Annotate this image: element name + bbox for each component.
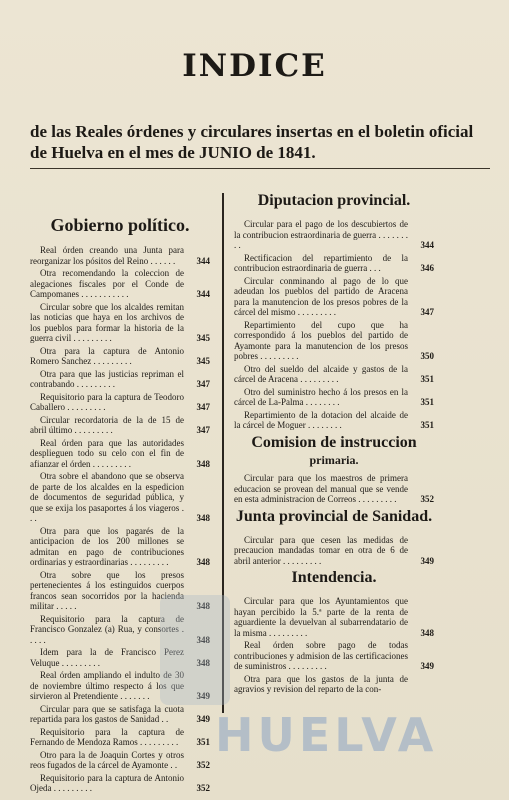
entry-text: Otra para la captura de Antonio Romero Sanchez . . . . . . . . . <box>30 345 184 366</box>
entry-text: Otro del suministro hecho á los presos en la cárcel de La-Palma . . . . . . . . <box>234 386 408 407</box>
header-rule <box>30 168 490 169</box>
index-entry <box>30 704 210 725</box>
left-entry-list <box>30 245 210 794</box>
index-entry <box>30 245 210 266</box>
index-entry <box>30 415 210 436</box>
entry-text: Circular conminando al pago de lo que adeudan los pueblos del partido de Aracena para la manutencion de los presos pobres de la cárcel del mismo . . . . . . . . . <box>234 275 408 317</box>
entry-text: Otro para la de Joaquin Cortes y otros reos fugados de la cárcel de Ayamonte . . <box>30 749 184 770</box>
section-heading: Junta provincial de Sanidad. <box>235 507 433 525</box>
entry-text: Otra recomendando la coleccion de alegaciones fiscales por el Conde de Campomanes . . . . . . . . . . . <box>30 268 184 299</box>
entry-text: Otra sobre que los presos pertenecientes á los estinguidos cuerpos francos sean socorridos por la hacienda militar . . . . . <box>30 569 184 611</box>
index-entry <box>234 596 434 638</box>
entry-page-number: 352 <box>196 783 210 793</box>
entry-text: Otra sobre el abandono que se observa de parte de los alcaldes en la espedicion de documentos de seguridad pública, y que se exija los pasaportes á los viageros . . . <box>30 471 184 523</box>
index-entry <box>234 276 434 318</box>
index-entry <box>234 640 434 672</box>
entry-page-number: 348 <box>196 458 210 469</box>
entry-page-number: 346 <box>420 263 434 273</box>
entry-text: Requisitorio para la captura de Teodoro Caballero . . . . . . . . . <box>30 391 184 412</box>
watermark-text: HUELVA <box>215 708 438 762</box>
entry-text: Circular para que los Ayuntamientos que hayan percibido la 5.ª parte de la renta de aguardiente la devuelvan al subarrendatario de la misma . . . . . . . . . <box>234 596 408 638</box>
entry-page-number: 351 <box>420 374 434 384</box>
index-entry <box>234 253 434 274</box>
entry-text: Otra para que los gastos de la junta de agravios y revision del reparto de la con- <box>234 673 408 694</box>
index-entry <box>30 471 210 524</box>
entry-page-number: 349 <box>420 661 434 671</box>
entry-text: Real órden para que las autoridades desplieguen todo su celo con el fin de afianzar el órden . . . . . . . . . <box>30 437 184 469</box>
index-entry <box>234 219 434 251</box>
entry-text: Otro del sueldo del alcaide y gastos de la cárcel de Aracena . . . . . . . . . <box>234 363 408 384</box>
entry-page-number: 349 <box>196 714 210 724</box>
entry-page-number: 351 <box>420 420 434 430</box>
entry-page-number: 344 <box>196 289 210 299</box>
entry-page-number: 348 <box>196 601 210 611</box>
right-section-list <box>234 191 434 695</box>
entry-text: Real órden sobre pago de todas contribuciones y admision de las certificaciones de suministros . . . . . . . . . <box>234 640 408 671</box>
entry-text: Rectificacion del repartimiento de la contribucion estraordinaria de guerra . . . <box>234 252 408 273</box>
entry-text: Requisitorio para la captura de Antonio Ojeda . . . . . . . . . <box>30 772 184 793</box>
entry-page-number: 344 <box>196 255 210 266</box>
entry-page-number: 348 <box>420 627 434 638</box>
entry-page-number: 345 <box>196 333 210 343</box>
entry-page-number: 345 <box>196 356 210 366</box>
index-entry <box>30 346 210 367</box>
index-entry <box>30 727 210 748</box>
entry-page-number: 348 <box>196 513 210 523</box>
index-entry <box>30 773 210 794</box>
entry-text: Circular para que cesen las medidas de precaucion mandadas tomar en otra de 6 de abril anterior . . . . . . . . . <box>234 534 408 566</box>
entry-page-number: 347 <box>196 425 210 435</box>
index-entry <box>234 387 434 408</box>
left-column <box>30 214 210 796</box>
entry-text: Real órden creando una Junta para reorganizar los pósitos del Reino . . . . . . <box>30 245 184 266</box>
page-subtitle: de las Reales órdenes y circulares insertas en el boletin oficial de Huelva en el mes de JUNIO de 1841. <box>30 122 474 162</box>
section-heading: Gobierno político. <box>50 215 190 235</box>
index-entry <box>234 674 434 695</box>
entry-text: Requisitorio para la captura de Fernando de Mendoza Ramos . . . . . . . . . <box>30 726 184 747</box>
entry-text: Repartimiento del cupo que ha correspondido á los pueblos del partido de Ayamonte para la manutencion de los presos pobres . . . . . . . . . <box>234 319 408 361</box>
entry-page-number: 349 <box>196 691 210 701</box>
entry-text: Circular recordatoria de la de 15 de abril último . . . . . . . . . <box>30 414 184 435</box>
entry-text: Repartimiento de la dotacion del alcaide de la cárcel de Moguer . . . . . . . . <box>234 409 408 430</box>
entry-page-number: 347 <box>196 379 210 389</box>
entry-page-number: 351 <box>196 737 210 747</box>
section-subheading: primaria. <box>309 452 359 467</box>
index-entry <box>30 438 210 470</box>
entry-page-number: 349 <box>420 555 434 566</box>
index-entry <box>234 410 434 431</box>
entry-text: Circular para que se satisfaga la cuota repartida para los gastos de Sanidad . . <box>30 703 184 724</box>
entry-text: Real órden ampliando el indulto de 30 de noviembre último respecto á los que sirvieron al Pretendiente . . . . . . . <box>30 670 184 701</box>
index-entry <box>30 268 210 300</box>
section-heading: Comision de instruccion <box>251 433 417 451</box>
entry-text: Circular para que los maestros de primera educacion se provean del manual que se vende en esta administracion de Correos . . . . . . . . . <box>234 473 408 504</box>
page-title: INDICE <box>182 48 327 84</box>
entry-text: Requisitorio para la captura de Francisco Gonzalez (a) Rua, y consortes . . . . . <box>30 613 184 645</box>
entry-text: Circular sobre que los alcaldes remitan las noticias que haya en los archivos de los pueblos para formar la historia de la guerra civil . . . . . . . . . <box>30 301 184 343</box>
entry-page-number: 352 <box>196 760 210 770</box>
entry-text: Circular para el pago de los descubiertos de la contribucion estraordinaria de guerra . . . . . . . . . <box>234 219 408 250</box>
entry-page-number: 350 <box>420 351 434 361</box>
index-entry <box>30 392 210 413</box>
entry-text: Otra para que los pagarés de la anticipacion de los 200 millones se admitan en pago de contribuciones ordinarias y estraordinarias . . . . . . . . . <box>30 525 184 567</box>
index-entry <box>234 473 434 505</box>
entry-page-number: 348 <box>196 557 210 567</box>
right-column <box>234 191 434 697</box>
index-entry <box>30 369 210 390</box>
entry-page-number: 347 <box>196 402 210 412</box>
entry-page-number: 344 <box>420 240 434 250</box>
entry-page-number: 348 <box>196 657 210 668</box>
index-entry <box>30 302 210 344</box>
section-heading: Intendencia. <box>291 569 377 586</box>
entry-page-number: 348 <box>196 634 210 645</box>
index-entry <box>30 750 210 771</box>
entry-page-number: 352 <box>420 494 434 504</box>
index-entry <box>30 526 210 568</box>
entry-text: Idem para la de Francisco Perez Veluque . . . . . . . . . <box>30 647 184 668</box>
index-entry <box>234 320 434 362</box>
index-entry <box>234 364 434 385</box>
watermark-emblem <box>160 595 230 705</box>
entry-page-number: 351 <box>420 397 434 407</box>
section-heading: Diputacion provincial. <box>257 192 411 209</box>
entry-page-number: 347 <box>420 307 434 317</box>
index-entry <box>234 535 434 567</box>
entry-text: Otra para que las justicias repriman el contrabando . . . . . . . . . <box>30 368 184 389</box>
